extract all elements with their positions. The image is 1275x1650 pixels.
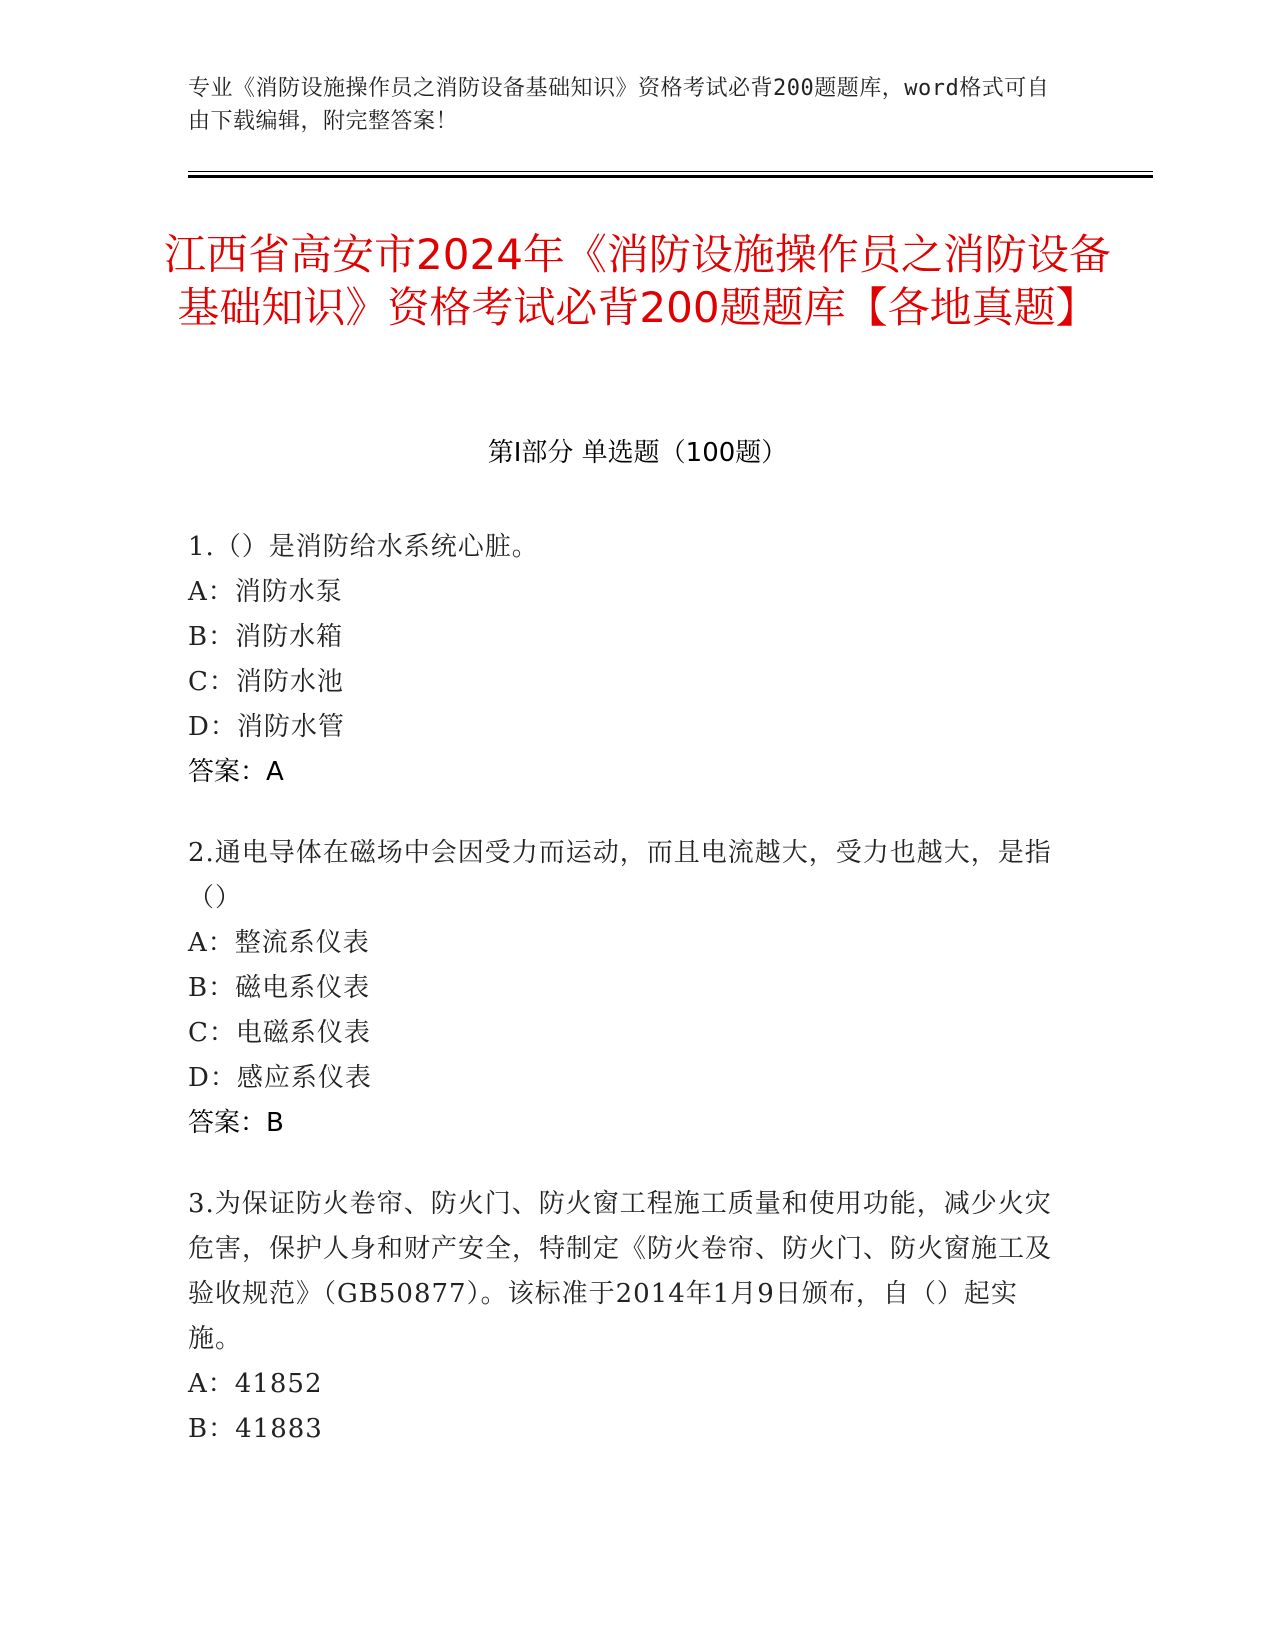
option-c: C：消防水池	[188, 667, 344, 697]
answer: 答案：A	[188, 757, 284, 787]
option-b: B：41883	[188, 1414, 323, 1444]
question-stem: 2.通电导体在磁场中会因受力而运动，而且电流越大，受力也越大，是指（）	[188, 838, 1052, 913]
question-list	[188, 525, 1068, 1488]
question-stem: 1.（）是消防给水系统心脏。	[188, 532, 539, 562]
option-a: A：消防水泵	[188, 577, 343, 607]
header-note: 专业《消防设施操作员之消防设备基础知识》资格考试必背200题题库，word格式可自由下载编辑，附完整答案！	[188, 76, 1050, 134]
question-3	[188, 1182, 1068, 1452]
question-1	[188, 525, 1068, 795]
option-d: D：感应系仪表	[188, 1063, 372, 1093]
document-title: 江西省高安市2024年《消防设施操作员之消防设备基础知识》资格考试必背200题题库【各地真题】	[164, 230, 1111, 332]
question-2	[188, 831, 1068, 1146]
section-title: 第Ⅰ部分 单选题（100题）	[487, 438, 788, 468]
header-rule-thin	[188, 171, 1153, 172]
option-b: B：磁电系仪表	[188, 973, 371, 1003]
question-stem: 3.为保证防火卷帘、防火门、防火窗工程施工质量和使用功能，减少火灾危害，保护人身和财产安全，特制定《防火卷帘、防火门、防火窗施工及验收规范》（GB50877）。该标准于2014年1月9日颁布，自（）起实施。	[188, 1189, 1053, 1354]
option-c: C：电磁系仪表	[188, 1018, 371, 1048]
option-a: A：整流系仪表	[188, 928, 370, 958]
answer: 答案：B	[188, 1108, 284, 1138]
header-rule-thick	[188, 175, 1153, 178]
option-b: B：消防水箱	[188, 622, 344, 652]
option-a: A：41852	[188, 1369, 323, 1399]
option-d: D：消防水管	[188, 712, 345, 742]
